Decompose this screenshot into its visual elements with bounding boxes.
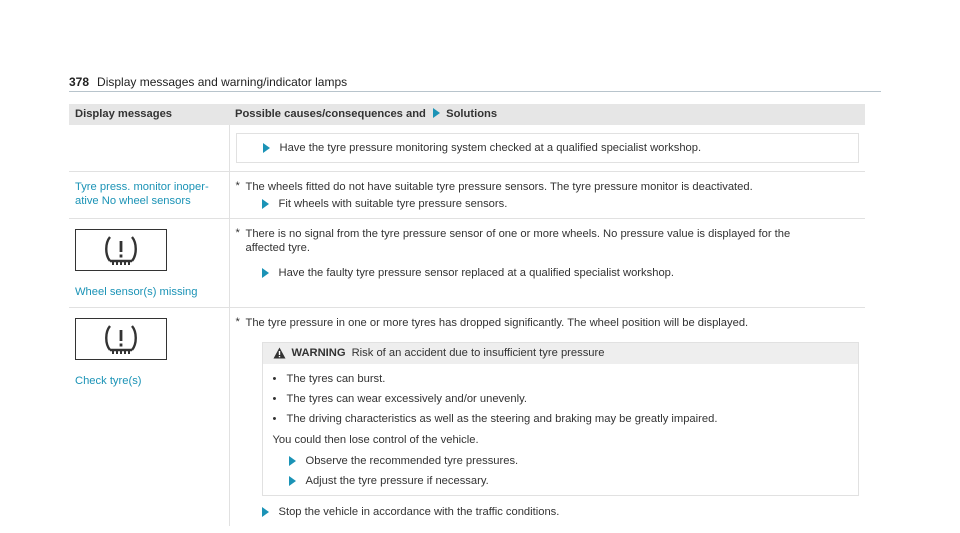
page-title: Display messages and warning/indicator lamps bbox=[97, 75, 348, 89]
header-divider bbox=[69, 91, 881, 92]
continued-instruction: Have the tyre pressure monitoring system checked at a qualified specialist workshop. bbox=[279, 142, 702, 154]
page-number: 378 bbox=[69, 75, 90, 89]
warning-header bbox=[263, 343, 859, 364]
bullet-icon: • bbox=[272, 413, 277, 425]
arrow-right-icon bbox=[289, 456, 296, 466]
cause-text: The wheels fitted do not have suitable tyre pressure sensors. The tyre pressure monitor is deactivated. bbox=[245, 181, 753, 193]
message-no-wheel-sensors-l2: ative No wheel sensors bbox=[75, 195, 191, 207]
warning-box bbox=[262, 342, 860, 496]
col-header-display-messages: Display messages bbox=[69, 104, 229, 125]
message-wheel-sensors-missing: Wheel sensor(s) missing bbox=[75, 286, 198, 298]
bullet-icon: • bbox=[272, 373, 277, 385]
table-row: Check tyre(s) * The tyre pressure in one or more tyres has dropped significantly. The wheel position will be displayed. WARNING Risk of an accident due to insufficient tyre pressure • The tyres can burst. • The tyres can wear excessively and/or unevenly. • The driving characteristics as well as the steering and braking may be greatly impaired. You could then lose control of the vehicle. Observe the recommended tyre pressures. Adjust the tyre pressure if necessary. Stop the vehicle in accordance with the traffic conditions. bbox=[69, 308, 865, 527]
col-header-causes-label: Possible causes/consequences and bbox=[235, 108, 426, 120]
arrow-right-icon bbox=[262, 507, 269, 517]
message-no-wheel-sensors-l1: Tyre press. monitor inoper- bbox=[75, 181, 209, 193]
instruction-text: Have the faulty tyre pressure sensor replaced at a qualified specialist workshop. bbox=[278, 267, 674, 279]
list-item: • The tyres can burst. bbox=[272, 373, 386, 385]
table-row-continued bbox=[69, 125, 865, 172]
arrow-right-icon bbox=[263, 143, 270, 153]
warning-label: WARNING bbox=[291, 347, 346, 359]
table-row: Tyre press. monitor inoper- ative No wheel sensors * The wheels fitted do not have suitable tyre pressure sensors. The tyre pressure monitor is deactivated. Fit wheels with suitable tyre pressure sensors. bbox=[69, 172, 865, 219]
list-item: • The driving characteristics as well as the steering and braking may be greatly impaired. bbox=[272, 413, 718, 425]
bullet-icon: • bbox=[272, 393, 277, 405]
cause-text: The tyre pressure in one or more tyres has dropped significantly. The wheel position will be displayed. bbox=[245, 317, 749, 329]
tyre-pressure-warning-icon bbox=[75, 229, 167, 271]
instruction-text: Fit wheels with suitable tyre pressure sensors. bbox=[278, 198, 508, 210]
warning-note: You could then lose control of the vehicle. bbox=[272, 434, 479, 446]
warning-text: Risk of an accident due to insufficient tyre pressure bbox=[351, 347, 605, 359]
page-header bbox=[69, 75, 347, 89]
display-messages-table bbox=[69, 104, 865, 526]
cause-text-l1: There is no signal from the tyre pressure sensor of one or more wheels. No pressure value is displayed for the bbox=[245, 228, 791, 240]
warning-instruction: Observe the recommended tyre pressures. bbox=[305, 455, 519, 467]
continued-instruction-box bbox=[236, 133, 860, 163]
arrow-right-icon bbox=[289, 476, 296, 486]
warning-instruction: Adjust the tyre pressure if necessary. bbox=[305, 475, 489, 487]
arrow-right-icon bbox=[262, 268, 269, 278]
warning-triangle-icon bbox=[273, 347, 286, 359]
arrow-right-icon bbox=[433, 108, 440, 118]
cause-text-l2: affected tyre. bbox=[245, 242, 310, 254]
table-row: Wheel sensor(s) missing * There is no signal from the tyre pressure sensor of one or more wheels. No pressure value is displayed for the affected tyre. Have the faulty tyre pressure sensor replaced at a qualified specialist workshop. bbox=[69, 219, 865, 308]
col-header-solutions-label: Solutions bbox=[446, 108, 498, 120]
list-item: • The tyres can wear excessively and/or unevenly. bbox=[272, 393, 527, 405]
arrow-right-icon bbox=[262, 199, 269, 209]
final-instruction: Stop the vehicle in accordance with the traffic conditions. bbox=[278, 506, 560, 518]
col-header-causes bbox=[229, 104, 865, 125]
tyre-pressure-warning-icon bbox=[75, 318, 167, 360]
table-header-row bbox=[69, 104, 865, 125]
message-check-tyres: Check tyre(s) bbox=[75, 375, 142, 387]
